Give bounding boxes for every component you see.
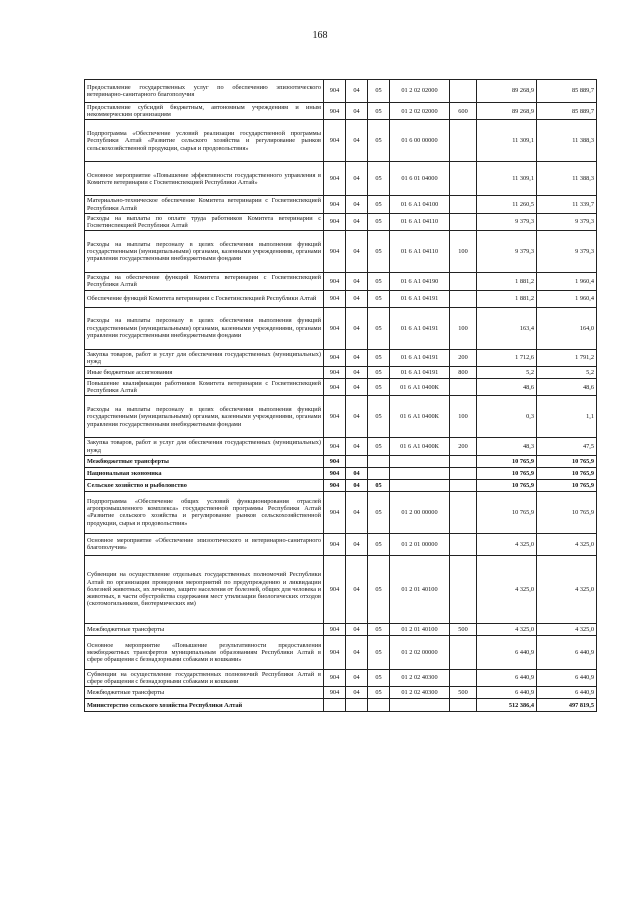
table-cell-grbs: 904 [324,491,346,533]
table-cell-grbs: 904 [324,379,346,396]
table-cell-target-article: 01 6 А1 04110 [390,213,450,230]
table-row [85,396,597,438]
table-cell-subsection: 05 [368,623,390,635]
table-cell-subsection [368,699,390,712]
table-cell-subsection [368,455,390,467]
table-row [85,196,597,213]
table-cell-target-article: 01 6 А1 0400К [390,379,450,396]
table-cell-grbs: 904 [324,213,346,230]
table-cell-name: Национальная экономика [85,467,324,479]
table-cell-section: 04 [346,80,368,103]
table-cell-subsection [368,467,390,479]
table-cell-section: 04 [346,273,368,290]
table-cell-subsection: 05 [368,307,390,349]
table-cell-sum-year1: 1 881,2 [477,273,537,290]
table-cell-expense-type [450,455,477,467]
table-cell-sum-year2: 1 960,4 [537,273,597,290]
table-cell-name: Повышение квалификации работников Комитета ветеринарии с Госветинспекцией Республики Алтай [85,379,324,396]
table-cell-sum-year1: 0,3 [477,396,537,438]
table-cell-expense-type [450,273,477,290]
table-cell-name: Министерство сельского хозяйства Республики Алтай [85,699,324,712]
table-cell-expense-type [450,379,477,396]
table-cell-name: Материально-техническое обеспечение Комитета ветеринарии с Госветинспекцией Республики Алтай [85,196,324,213]
table-cell-name: Подпрограмма «Обеспечение общих условий функционирования отраслей агропромышленного комплекса» государственной программы Республики Алтай «Развитие сельского хозяйства и регулирование рынков сельскохозяйственной продукции, сырья и продовольствия» [85,491,324,533]
table-row [85,491,597,533]
table-cell-sum-year2: 48,6 [537,379,597,396]
table-cell-sum-year2: 10 765,9 [537,455,597,467]
table-cell-sum-year1: 9 379,3 [477,213,537,230]
table-cell-grbs: 904 [324,479,346,491]
table-cell-target-article: 01 6 А1 04191 [390,290,450,307]
table-row [85,80,597,103]
table-cell-sum-year1: 1 712,6 [477,349,537,366]
table-cell-section: 04 [346,491,368,533]
table-cell-grbs: 904 [324,367,346,379]
table-cell-sum-year1: 10 765,9 [477,479,537,491]
table-cell-grbs: 904 [324,669,346,686]
table-cell-section: 04 [346,623,368,635]
table-cell-sum-year2: 4 325,0 [537,533,597,555]
table-cell-name: Расходы на выплаты по оплате труда работников Комитета ветеринарии с Госветинспекцией Республики Алтай [85,213,324,230]
table-cell-target-article: 01 2 01 40100 [390,623,450,635]
table-cell-target-article: 01 6 А1 0400К [390,396,450,438]
table-cell-target-article: 01 6 А1 04190 [390,273,450,290]
table-cell-subsection: 05 [368,555,390,623]
table-cell-grbs: 904 [324,438,346,455]
table-cell-target-article: 01 6 01 04000 [390,162,450,196]
table-row [85,349,597,366]
table-cell-grbs: 904 [324,196,346,213]
table-cell-subsection: 05 [368,491,390,533]
table-cell-sum-year2: 497 819,5 [537,699,597,712]
table-cell-sum-year1: 89 268,9 [477,103,537,120]
table-cell-subsection: 05 [368,438,390,455]
table-cell-expense-type [450,555,477,623]
table-cell-name: Основное мероприятие «Повышение эффективности государственного управления в Комитете ветеринарии с Госветинспекцией Республики Алтай» [85,162,324,196]
table-cell-sum-year1: 10 765,9 [477,455,537,467]
table-cell-expense-type: 100 [450,231,477,273]
table-row [85,533,597,555]
table-row [85,273,597,290]
table-cell-section [346,455,368,467]
table-cell-target-article: 01 2 02 40300 [390,669,450,686]
table-cell-section: 04 [346,438,368,455]
table-cell-grbs: 904 [324,533,346,555]
table-row [85,213,597,230]
table-cell-name: Сельское хозяйство и рыболовство [85,479,324,491]
table-row [85,669,597,686]
table-cell-name: Подпрограмма «Обеспечение условий реализации государственной программы Республики Алтай «Развитие сельского хозяйства и регулирование рынков сельскохозяйственной продукции, сырья и продовольствия» [85,120,324,162]
budget-table [84,79,597,712]
table-cell-target-article: 01 2 02 00000 [390,635,450,669]
table-cell-sum-year2: 10 765,9 [537,479,597,491]
table-cell-sum-year2: 9 379,3 [537,213,597,230]
table-cell-section: 04 [346,231,368,273]
table-row [85,367,597,379]
table-cell-sum-year1: 163,4 [477,307,537,349]
table-cell-section: 04 [346,379,368,396]
table-row [85,467,597,479]
table-cell-section: 04 [346,103,368,120]
table-cell-expense-type: 500 [450,687,477,699]
table-row [85,103,597,120]
table-cell-sum-year2: 47,5 [537,438,597,455]
table-cell-expense-type [450,80,477,103]
table-cell-name: Субвенции на осуществление государственных полномочий Республики Алтай в сфере обращения с безнадзорными собаками и кошками [85,669,324,686]
table-cell-subsection: 05 [368,162,390,196]
table-cell-sum-year2: 4 325,0 [537,623,597,635]
page-number: 168 [312,30,328,41]
table-row [85,307,597,349]
table-cell-name: Предоставление субсидий бюджетным, автономным учреждениям и иным некоммерческим организациям [85,103,324,120]
table-cell-section: 04 [346,162,368,196]
table-cell-expense-type: 200 [450,349,477,366]
table-cell-grbs: 904 [324,635,346,669]
table-cell-grbs [324,699,346,712]
table-cell-sum-year2: 11 339,7 [537,196,597,213]
table-cell-section: 04 [346,533,368,555]
table-cell-name: Расходы на обеспечение функций Комитета ветеринарии с Госветинспекцией Республики Алтай [85,273,324,290]
table-cell-name: Межбюджетные трансферты [85,687,324,699]
table-cell-sum-year2: 164,0 [537,307,597,349]
table-cell-sum-year1: 10 765,9 [477,491,537,533]
table-cell-target-article [390,455,450,467]
table-cell-section: 04 [346,307,368,349]
table-cell-section: 04 [346,367,368,379]
table-cell-grbs: 904 [324,467,346,479]
table-cell-sum-year2: 1 791,2 [537,349,597,366]
table-cell-sum-year2: 11 388,3 [537,120,597,162]
table-cell-target-article: 01 2 00 00000 [390,491,450,533]
table-cell-name: Межбюджетные трансферты [85,455,324,467]
table-cell-target-article: 01 2 02 40300 [390,687,450,699]
table-cell-subsection: 05 [368,290,390,307]
table-cell-target-article [390,467,450,479]
table-cell-expense-type: 100 [450,396,477,438]
table-cell-sum-year2: 85 889,7 [537,103,597,120]
table-cell-target-article: 01 6 А1 0400К [390,438,450,455]
table-row [85,438,597,455]
table-cell-grbs: 904 [324,103,346,120]
table-cell-grbs: 904 [324,555,346,623]
table-cell-section: 04 [346,290,368,307]
table-cell-grbs: 904 [324,273,346,290]
table-cell-sum-year2: 1 960,4 [537,290,597,307]
table-cell-target-article: 01 6 А1 04191 [390,349,450,366]
table-cell-sum-year1: 11 260,5 [477,196,537,213]
table-row [85,231,597,273]
table-cell-sum-year1: 9 379,3 [477,231,537,273]
table-cell-target-article: 01 2 01 40100 [390,555,450,623]
table-cell-grbs: 904 [324,290,346,307]
table-cell-expense-type [450,669,477,686]
table-cell-section: 04 [346,479,368,491]
table-cell-subsection: 05 [368,635,390,669]
table-cell-sum-year2: 5,2 [537,367,597,379]
table-cell-sum-year2: 85 889,7 [537,80,597,103]
table-row [85,699,597,712]
table-cell-grbs: 904 [324,307,346,349]
table-cell-grbs: 904 [324,687,346,699]
table-cell-target-article: 01 2 02 02000 [390,103,450,120]
table-cell-sum-year2: 9 379,3 [537,231,597,273]
table-cell-name: Межбюджетные трансферты [85,623,324,635]
table-cell-subsection: 05 [368,479,390,491]
table-cell-subsection: 05 [368,80,390,103]
table-cell-sum-year1: 4 325,0 [477,623,537,635]
table-row [85,162,597,196]
table-cell-target-article: 01 6 А1 04191 [390,307,450,349]
table-row [85,479,597,491]
table-cell-sum-year1: 5,2 [477,367,537,379]
table-cell-grbs: 904 [324,231,346,273]
table-cell-subsection: 05 [368,367,390,379]
table-cell-grbs: 904 [324,120,346,162]
table-cell-section: 04 [346,120,368,162]
table-cell-sum-year1: 512 386,4 [477,699,537,712]
table-row [85,555,597,623]
table-cell-subsection: 05 [368,687,390,699]
table-cell-subsection: 05 [368,379,390,396]
table-cell-target-article: 01 6 А1 04100 [390,196,450,213]
table-cell-section: 04 [346,213,368,230]
table-cell-grbs: 904 [324,623,346,635]
table-cell-subsection: 05 [368,396,390,438]
table-cell-name: Расходы на выплаты персоналу в целях обеспечения выполнения функций государственными (муниципальными) органами, казенными учреждениями, органами управления государственными внебюджетными фондами [85,307,324,349]
table-cell-sum-year1: 48,6 [477,379,537,396]
table-cell-expense-type [450,213,477,230]
table-cell-expense-type [450,120,477,162]
table-cell-expense-type: 200 [450,438,477,455]
table-cell-expense-type: 500 [450,623,477,635]
table-cell-grbs: 904 [324,396,346,438]
table-cell-subsection: 05 [368,349,390,366]
table-cell-sum-year2: 1,1 [537,396,597,438]
table-cell-section: 04 [346,396,368,438]
table-cell-grbs: 904 [324,455,346,467]
table-cell-name: Основное мероприятие «Обеспечение эпизоотического и ветеринарно-санитарного благополучия» [85,533,324,555]
table-cell-subsection: 05 [368,120,390,162]
table-cell-target-article: 01 6 00 00000 [390,120,450,162]
table-cell-section: 04 [346,669,368,686]
table-cell-expense-type: 100 [450,307,477,349]
table-row [85,455,597,467]
table-cell-target-article [390,699,450,712]
table-cell-target-article: 01 2 01 00000 [390,533,450,555]
table-row [85,290,597,307]
table-cell-section: 04 [346,687,368,699]
table-cell-sum-year1: 10 765,9 [477,467,537,479]
table-cell-name: Расходы на выплаты персоналу в целях обеспечения выполнения функций государственными (муниципальными) органами, казенными учреждениями, органами управления государственными внебюджетными фондами [85,231,324,273]
table-cell-name: Основное мероприятие «Повышение результативности предоставления межбюджетных трансфертов муниципальным образованиям Республики Алтай в сфере обращения с безнадзорными собаками и кошками» [85,635,324,669]
table-cell-expense-type [450,467,477,479]
table-cell-sum-year1: 6 440,9 [477,635,537,669]
table-row [85,635,597,669]
table-cell-expense-type [450,196,477,213]
table-cell-section: 04 [346,635,368,669]
table-cell-name: Предоставление государственных услуг по обеспечению эпизоотического ветеринарно-санитарного благополучия [85,80,324,103]
table-cell-sum-year2: 4 325,0 [537,555,597,623]
table-cell-subsection: 05 [368,213,390,230]
table-cell-expense-type [450,699,477,712]
table-cell-name: Субвенции на осуществление отдельных государственных полномочий Республики Алтай по организации проведения мероприятий по предупреждению и ликвидации болезней животных, их лечению, защите населения от болезней, общих для человека и животных, в части обустройства содержания мест утилизации биологических отходов (скотомогильников, биотермических ям) [85,555,324,623]
table-cell-sum-year1: 4 325,0 [477,533,537,555]
table-cell-section: 04 [346,467,368,479]
table-cell-sum-year2: 6 440,9 [537,687,597,699]
table-body [85,80,597,712]
table-cell-sum-year2: 10 765,9 [537,467,597,479]
table-cell-sum-year1: 48,3 [477,438,537,455]
table-cell-sum-year1: 4 325,0 [477,555,537,623]
table-cell-expense-type [450,479,477,491]
table-cell-name: Закупка товаров, работ и услуг для обеспечения государственных (муниципальных) нужд [85,438,324,455]
table-cell-target-article: 01 2 02 02000 [390,80,450,103]
table-row [85,687,597,699]
table-cell-name: Расходы на выплаты персоналу в целях обеспечения выполнения функций государственными (муниципальными) органами, казенными учреждениями, органами управления государственными внебюджетными фондами [85,396,324,438]
table-cell-sum-year2: 11 388,3 [537,162,597,196]
table-cell-sum-year1: 11 309,1 [477,120,537,162]
table-cell-name: Обеспечение функций Комитета ветеринарии с Госветинспекцией Республики Алтай [85,290,324,307]
table-cell-expense-type [450,290,477,307]
table-cell-section [346,699,368,712]
table-cell-subsection: 05 [368,231,390,273]
table-cell-name: Иные бюджетные ассигнования [85,367,324,379]
table-cell-sum-year1: 11 309,1 [477,162,537,196]
table-cell-grbs: 904 [324,80,346,103]
table-cell-section: 04 [346,555,368,623]
table-cell-grbs: 904 [324,349,346,366]
table-cell-expense-type: 600 [450,103,477,120]
table-cell-sum-year1: 89 268,9 [477,80,537,103]
table-cell-subsection: 05 [368,103,390,120]
table-cell-expense-type [450,162,477,196]
table-cell-grbs: 904 [324,162,346,196]
table-cell-target-article [390,479,450,491]
table-cell-expense-type [450,635,477,669]
table-cell-expense-type [450,533,477,555]
table-cell-target-article: 01 6 А1 04110 [390,231,450,273]
table-cell-name: Закупка товаров, работ и услуг для обеспечения государственных (муниципальных) нужд [85,349,324,366]
table-cell-sum-year2: 6 440,9 [537,635,597,669]
table-cell-subsection: 05 [368,533,390,555]
table-cell-sum-year1: 6 440,9 [477,669,537,686]
table-cell-expense-type [450,491,477,533]
table-cell-target-article: 01 6 А1 04191 [390,367,450,379]
table-cell-sum-year2: 6 440,9 [537,669,597,686]
table-row [85,120,597,162]
table-cell-section: 04 [346,196,368,213]
table-cell-subsection: 05 [368,196,390,213]
table-cell-sum-year1: 6 440,9 [477,687,537,699]
table-cell-subsection: 05 [368,273,390,290]
table-cell-sum-year2: 10 765,9 [537,491,597,533]
table-cell-section: 04 [346,349,368,366]
table-cell-subsection: 05 [368,669,390,686]
table-cell-sum-year1: 1 881,2 [477,290,537,307]
table-row [85,379,597,396]
table-cell-expense-type: 800 [450,367,477,379]
table-row [85,623,597,635]
